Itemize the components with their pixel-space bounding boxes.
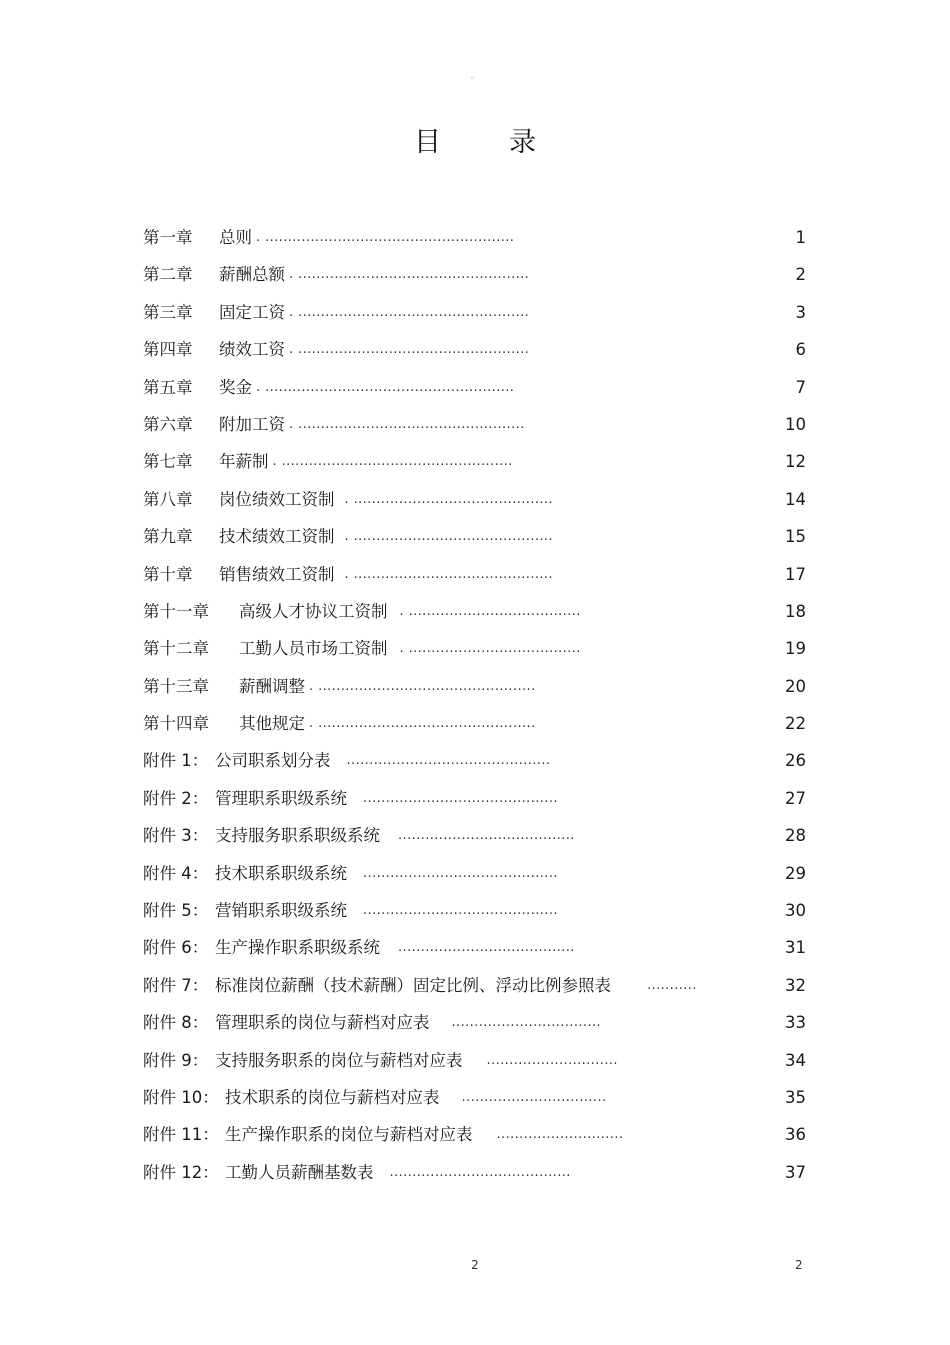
toc-entry[interactable] <box>143 668 810 705</box>
toc-entry-title: 奖金 <box>219 377 252 397</box>
toc-entry[interactable] <box>143 443 810 480</box>
toc-entry-title: 生产操作职系职级系统 <box>215 938 380 958</box>
toc-page-number: 2 <box>795 265 806 285</box>
toc-dot-leader: . ................................................ <box>309 678 536 694</box>
toc-chapter-label: 附件 8： <box>143 1013 209 1033</box>
toc-entry-title: 公司职系划分表 <box>215 751 331 771</box>
toc-entry-title: 支持服务职系职级系统 <box>215 826 380 846</box>
toc-entry-title: 薪酬调整 <box>239 676 305 696</box>
toc-entry[interactable] <box>143 1042 810 1079</box>
toc-dot-leader: ................................. <box>451 1015 602 1031</box>
toc-entry[interactable] <box>143 892 810 929</box>
toc-entry-title: 其他规定 <box>239 714 305 734</box>
toc-dot-leader: ....................................... <box>398 828 575 844</box>
toc-entry-title: 支持服务职系的岗位与薪档对应表 <box>215 1050 463 1070</box>
toc-chapter-label: 附件 4： <box>143 863 209 883</box>
toc-page-number: 20 <box>785 676 806 696</box>
toc-page-number: 10 <box>785 414 806 434</box>
toc-chapter-label: 附件 9： <box>143 1050 209 1070</box>
toc-entry-title: 生产操作职系的岗位与薪档对应表 <box>225 1125 473 1145</box>
footer-page-number-right: 2 <box>795 1258 803 1272</box>
toc-page-number: 26 <box>785 751 806 771</box>
toc-entry-title: 工勤人员薪酬基数表 <box>225 1162 374 1182</box>
toc-entry[interactable] <box>143 219 810 256</box>
toc-dot-leader: ........................................... <box>363 790 558 806</box>
toc-entry-title: 绩效工资 <box>219 340 285 360</box>
toc-chapter-label: 第六章 <box>143 414 193 434</box>
toc-chapter-label: 第十章 <box>143 564 193 584</box>
toc-page-number: 7 <box>795 377 806 397</box>
toc-entry[interactable] <box>143 406 810 443</box>
toc-entry-title: 高级人才协议工资制 <box>239 601 388 621</box>
toc-chapter-label: 第一章 <box>143 228 193 247</box>
toc-entry[interactable] <box>143 256 810 293</box>
toc-chapter-label: 第四章 <box>143 340 193 360</box>
toc-entry[interactable] <box>143 705 810 742</box>
toc-entry-title: 管理职系职级系统 <box>215 788 347 808</box>
table-of-contents <box>143 219 810 1191</box>
toc-entry-title: 总则 <box>219 228 252 247</box>
toc-page-number: 36 <box>785 1125 806 1145</box>
toc-page-number: 6 <box>795 340 806 360</box>
toc-entry[interactable] <box>143 556 810 593</box>
toc-page-number: 22 <box>785 714 806 734</box>
toc-chapter-label: 附件 11： <box>143 1125 219 1145</box>
title-char-left: 目 <box>414 127 441 158</box>
toc-entry-title: 技术职系职级系统 <box>215 863 347 883</box>
toc-page-number: 14 <box>785 489 806 509</box>
toc-page-number: 35 <box>785 1087 806 1107</box>
toc-page-number: 27 <box>785 788 806 808</box>
toc-entry[interactable] <box>143 481 810 518</box>
toc-dot-leader: . ................................................ <box>309 716 536 732</box>
header-mark: 。 <box>471 71 479 80</box>
toc-dot-leader: ............................. <box>486 1052 618 1068</box>
toc-dot-leader: . .................................................. <box>289 416 525 432</box>
toc-entry-title: 工勤人员市场工资制 <box>239 639 388 659</box>
toc-dot-leader: . ....................................................... <box>256 379 515 395</box>
toc-dot-leader: . ....................................................... <box>256 230 515 245</box>
toc-dot-leader: ....................................... <box>398 940 575 956</box>
toc-page-number: 12 <box>785 452 806 472</box>
toc-dot-leader: . ............................................ <box>344 529 553 545</box>
toc-page-number: 37 <box>785 1162 806 1182</box>
toc-chapter-label: 第五章 <box>143 377 193 397</box>
toc-chapter-label: 第十一章 <box>143 601 209 621</box>
toc-dot-leader: . ............................................ <box>344 566 553 582</box>
toc-dot-leader: ................................ <box>461 1089 607 1105</box>
toc-page-number: 33 <box>785 1013 806 1033</box>
toc-entry-title: 薪酬总额 <box>219 265 285 285</box>
toc-chapter-label: 附件 1： <box>143 751 209 771</box>
toc-chapter-label: 第十四章 <box>143 714 209 734</box>
toc-chapter-label: 第十二章 <box>143 639 209 659</box>
toc-entry[interactable] <box>143 817 810 854</box>
toc-dot-leader: ............................ <box>496 1127 624 1143</box>
toc-entry-title: 年薪制 <box>219 452 269 472</box>
toc-chapter-label: 附件 6： <box>143 938 209 958</box>
toc-page-number: 19 <box>785 639 806 659</box>
toc-chapter-label: 第九章 <box>143 527 193 547</box>
toc-dot-leader: . ...................................... <box>399 603 581 619</box>
toc-entry[interactable] <box>143 929 810 966</box>
toc-entry-title: 销售绩效工资制 <box>219 564 335 584</box>
toc-page-number: 32 <box>785 975 806 995</box>
toc-chapter-label: 第七章 <box>143 452 193 472</box>
toc-page-number: 3 <box>795 302 806 322</box>
toc-dot-leader: . ................................................... <box>272 454 513 470</box>
toc-dot-leader: ........................................... <box>363 865 558 881</box>
toc-entry[interactable] <box>143 1154 810 1191</box>
toc-page-number: 34 <box>785 1050 806 1070</box>
title-char-right: 录 <box>509 127 536 158</box>
toc-entry-title: 技术绩效工资制 <box>219 527 335 547</box>
toc-page-number: 30 <box>785 901 806 921</box>
toc-entry[interactable] <box>143 1079 810 1116</box>
toc-dot-leader: ........................................ <box>389 1164 571 1180</box>
toc-entry-title: 附加工资 <box>219 414 285 434</box>
toc-entry-title: 营销职系职级系统 <box>215 901 347 921</box>
toc-entry-title: 管理职系的岗位与薪档对应表 <box>215 1013 430 1033</box>
toc-dot-leader: . ................................................... <box>289 342 530 358</box>
toc-dot-leader: . ...................................... <box>399 641 581 657</box>
toc-dot-leader: . ................................................... <box>289 304 530 320</box>
toc-entry-title: 技术职系的岗位与薪档对应表 <box>225 1087 440 1107</box>
toc-page-number: 29 <box>785 863 806 883</box>
toc-entry-title: 固定工资 <box>219 302 285 322</box>
toc-page-number: 18 <box>785 601 806 621</box>
toc-entry-title: 岗位绩效工资制 <box>219 489 335 509</box>
toc-entry[interactable] <box>143 331 810 368</box>
toc-dot-leader: ........... <box>647 977 697 993</box>
toc-entry[interactable] <box>143 294 810 331</box>
toc-dot-leader: ............................................. <box>346 753 551 769</box>
toc-entry[interactable] <box>143 593 810 630</box>
toc-entry[interactable] <box>143 1004 810 1041</box>
toc-page-number: 1 <box>795 228 806 247</box>
toc-entry[interactable] <box>143 855 810 892</box>
toc-page-number: 28 <box>785 826 806 846</box>
toc-entry[interactable] <box>143 518 810 555</box>
toc-entry[interactable] <box>143 369 810 406</box>
toc-chapter-label: 附件 7： <box>143 975 209 995</box>
toc-chapter-label: 附件 3： <box>143 826 209 846</box>
toc-dot-leader: . ................................................... <box>289 267 530 283</box>
page-title <box>0 120 950 159</box>
toc-chapter-label: 第二章 <box>143 265 193 285</box>
toc-entry[interactable] <box>143 780 810 817</box>
toc-entry[interactable] <box>143 967 810 1004</box>
toc-chapter-label: 附件 12： <box>143 1162 219 1182</box>
toc-chapter-label: 第三章 <box>143 302 193 322</box>
toc-entry[interactable] <box>143 1116 810 1153</box>
toc-chapter-label: 附件 2： <box>143 788 209 808</box>
footer-page-number-center: 2 <box>471 1258 479 1272</box>
toc-entry[interactable] <box>143 630 810 667</box>
toc-dot-leader: . ............................................ <box>344 491 553 507</box>
toc-page-number: 31 <box>785 938 806 958</box>
toc-chapter-label: 附件 10： <box>143 1087 219 1107</box>
toc-dot-leader: ........................................... <box>363 903 558 919</box>
toc-entry-title: 标准岗位薪酬（技术薪酬）固定比例、浮动比例参照表 <box>215 975 611 995</box>
toc-entry[interactable] <box>143 742 810 779</box>
toc-page-number: 17 <box>785 564 806 584</box>
toc-page-number: 15 <box>785 527 806 547</box>
toc-chapter-label: 第八章 <box>143 489 193 509</box>
toc-chapter-label: 第十三章 <box>143 676 209 696</box>
toc-chapter-label: 附件 5： <box>143 901 209 921</box>
